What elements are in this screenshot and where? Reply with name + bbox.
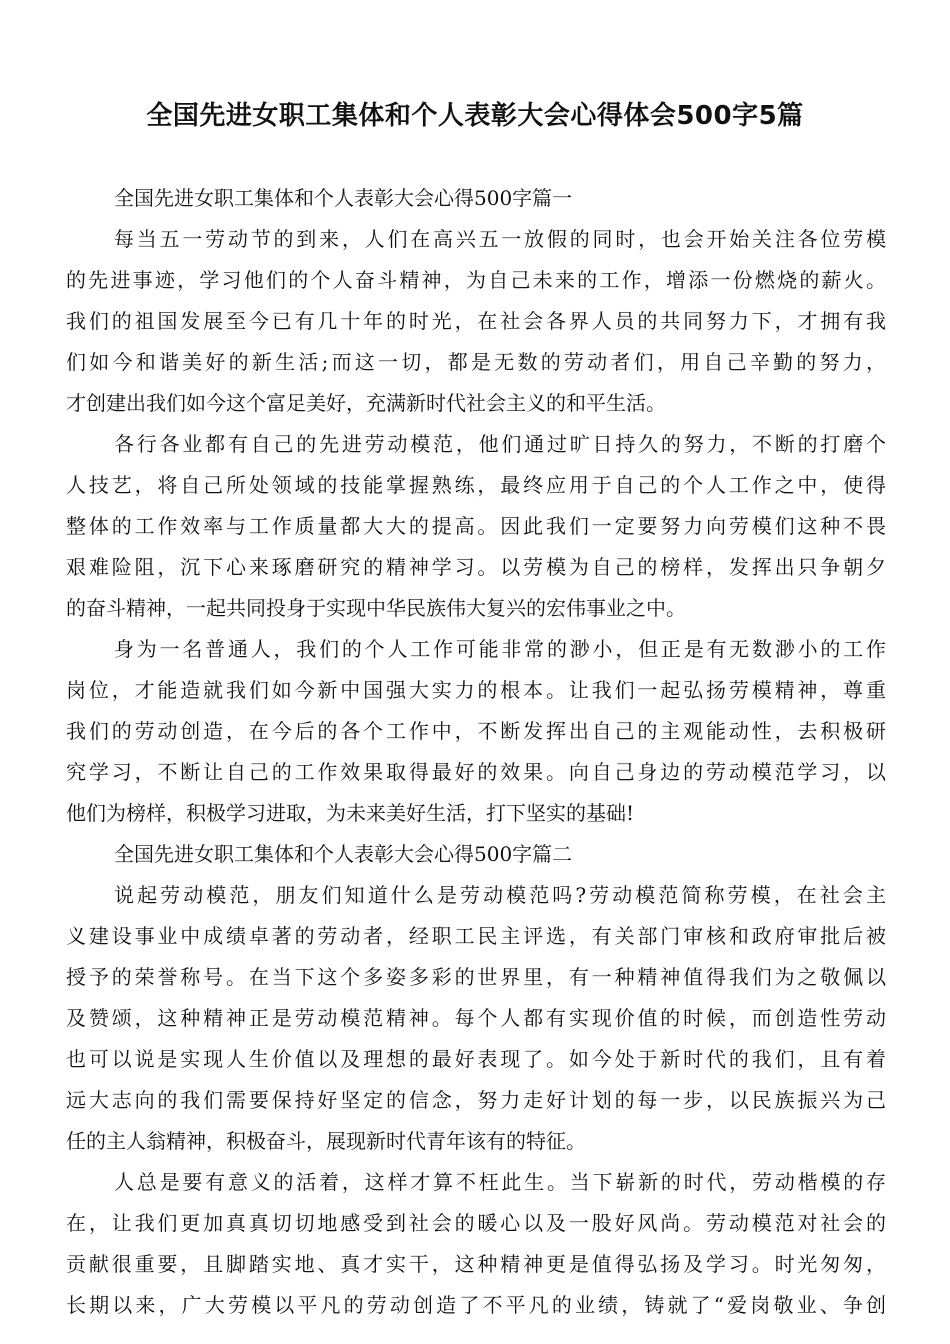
document-title: 全国先进女职工集体和个人表彰大会心得体会500字5篇 — [146, 101, 804, 131]
text-line: 岗位，才能造就我们如今新中国强大实力的根本。让我们一起弘扬劳模精神，尊重 — [66, 678, 886, 702]
text-line: 整体的工作效率与工作质量都大大的提高。因此我们一定要努力向劳模们这种不畏 — [66, 514, 886, 538]
text-line: 才创建出我们如今这个富足美好，充满新时代社会主义的和平生活。 — [66, 391, 666, 415]
text-line: 的先进事迹，学习他们的个人奋斗精神，为自己未来的工作，增添一份燃烧的薪火。 — [66, 268, 886, 292]
text-line: 我们的劳动创造，在今后的各个工作中，不断发挥出自己的主观能动性，去积极研 — [66, 719, 886, 743]
text-line: 全国先进女职工集体和个人表彰大会心得500字篇二 — [114, 842, 573, 866]
text-line: 义建设事业中成绩卓著的劳动者，经职工民主评选，有关部门审核和政府审批后被 — [66, 924, 886, 948]
text-line: 远大志向的我们需要保持好坚定的信念，努力走好计划的每一步，以民族振兴为己 — [66, 1088, 886, 1112]
text-line: 及赞颂，这种精神正是劳动模范精神。每个人都有实现价值的时候，而创造性劳动 — [66, 1006, 886, 1030]
text-line: 全国先进女职工集体和个人表彰大会心得500字篇一 — [114, 186, 573, 210]
text-line: 艰难险阻，沉下心来琢磨研究的精神学习。以劳模为自己的榜样，发挥出只争朝夕 — [66, 555, 886, 579]
text-line: 说起劳动模范，朋友们知道什么是劳动模范吗?劳动模范简称劳模，在社会主 — [114, 883, 886, 907]
text-line: 他们为榜样，积极学习进取，为未来美好生活，打下坚实的基础! — [66, 801, 635, 825]
text-line: 授予的荣誉称号。在当下这个多姿多彩的世界里，有一种精神值得我们为之敬佩以 — [66, 965, 886, 989]
text-line: 们如今和谐美好的新生活;而这一切，都是无数的劳动者们，用自己辛勤的努力， — [66, 350, 886, 374]
text-line: 人技艺，将自己所处领域的技能掌握熟练，最终应用于自己的个人工作之中，使得 — [66, 473, 886, 497]
text-line: 我们的祖国发展至今已有几十年的时光，在社会各界人员的共同努力下，才拥有我 — [66, 309, 886, 333]
text-line: 身为一名普通人，我们的个人工作可能非常的渺小，但正是有无数渺小的工作 — [114, 637, 886, 661]
text-line: 任的主人翁精神，积极奋斗，展现新时代青年该有的特征。 — [66, 1129, 586, 1153]
text-line: 长期以来，广大劳模以平凡的劳动创造了不平凡的业绩，铸就了“爱岗敬业、争创 — [66, 1293, 886, 1317]
text-line: 每当五一劳动节的到来，人们在高兴五一放假的同时，也会开始关注各位劳模 — [114, 227, 886, 251]
text-line: 究学习，不断让自己的工作效果取得最好的效果。向自己身边的劳动模范学习，以 — [66, 760, 886, 784]
text-line: 贡献很重要，且脚踏实地、真才实干，这种精神更是值得弘扬及学习。时光匆匆， — [66, 1252, 886, 1276]
text-line: 的奋斗精神，一起共同投身于实现中华民族伟大复兴的宏伟事业之中。 — [66, 596, 686, 620]
text-line: 各行各业都有自己的先进劳动模范，他们通过旷日持久的努力，不断的打磨个 — [114, 432, 886, 456]
text-line: 在，让我们更加真真切切地感受到社会的暖心以及一股好风尚。劳动模范对社会的 — [66, 1211, 886, 1235]
text-line: 也可以说是实现人生价值以及理想的最好表现了。如今处于新时代的我们，且有着 — [66, 1047, 886, 1071]
document-body — [66, 178, 886, 1326]
text-line: 人总是要有意义的活着，这样才算不枉此生。当下崭新的时代，劳动楷模的存 — [114, 1170, 886, 1194]
